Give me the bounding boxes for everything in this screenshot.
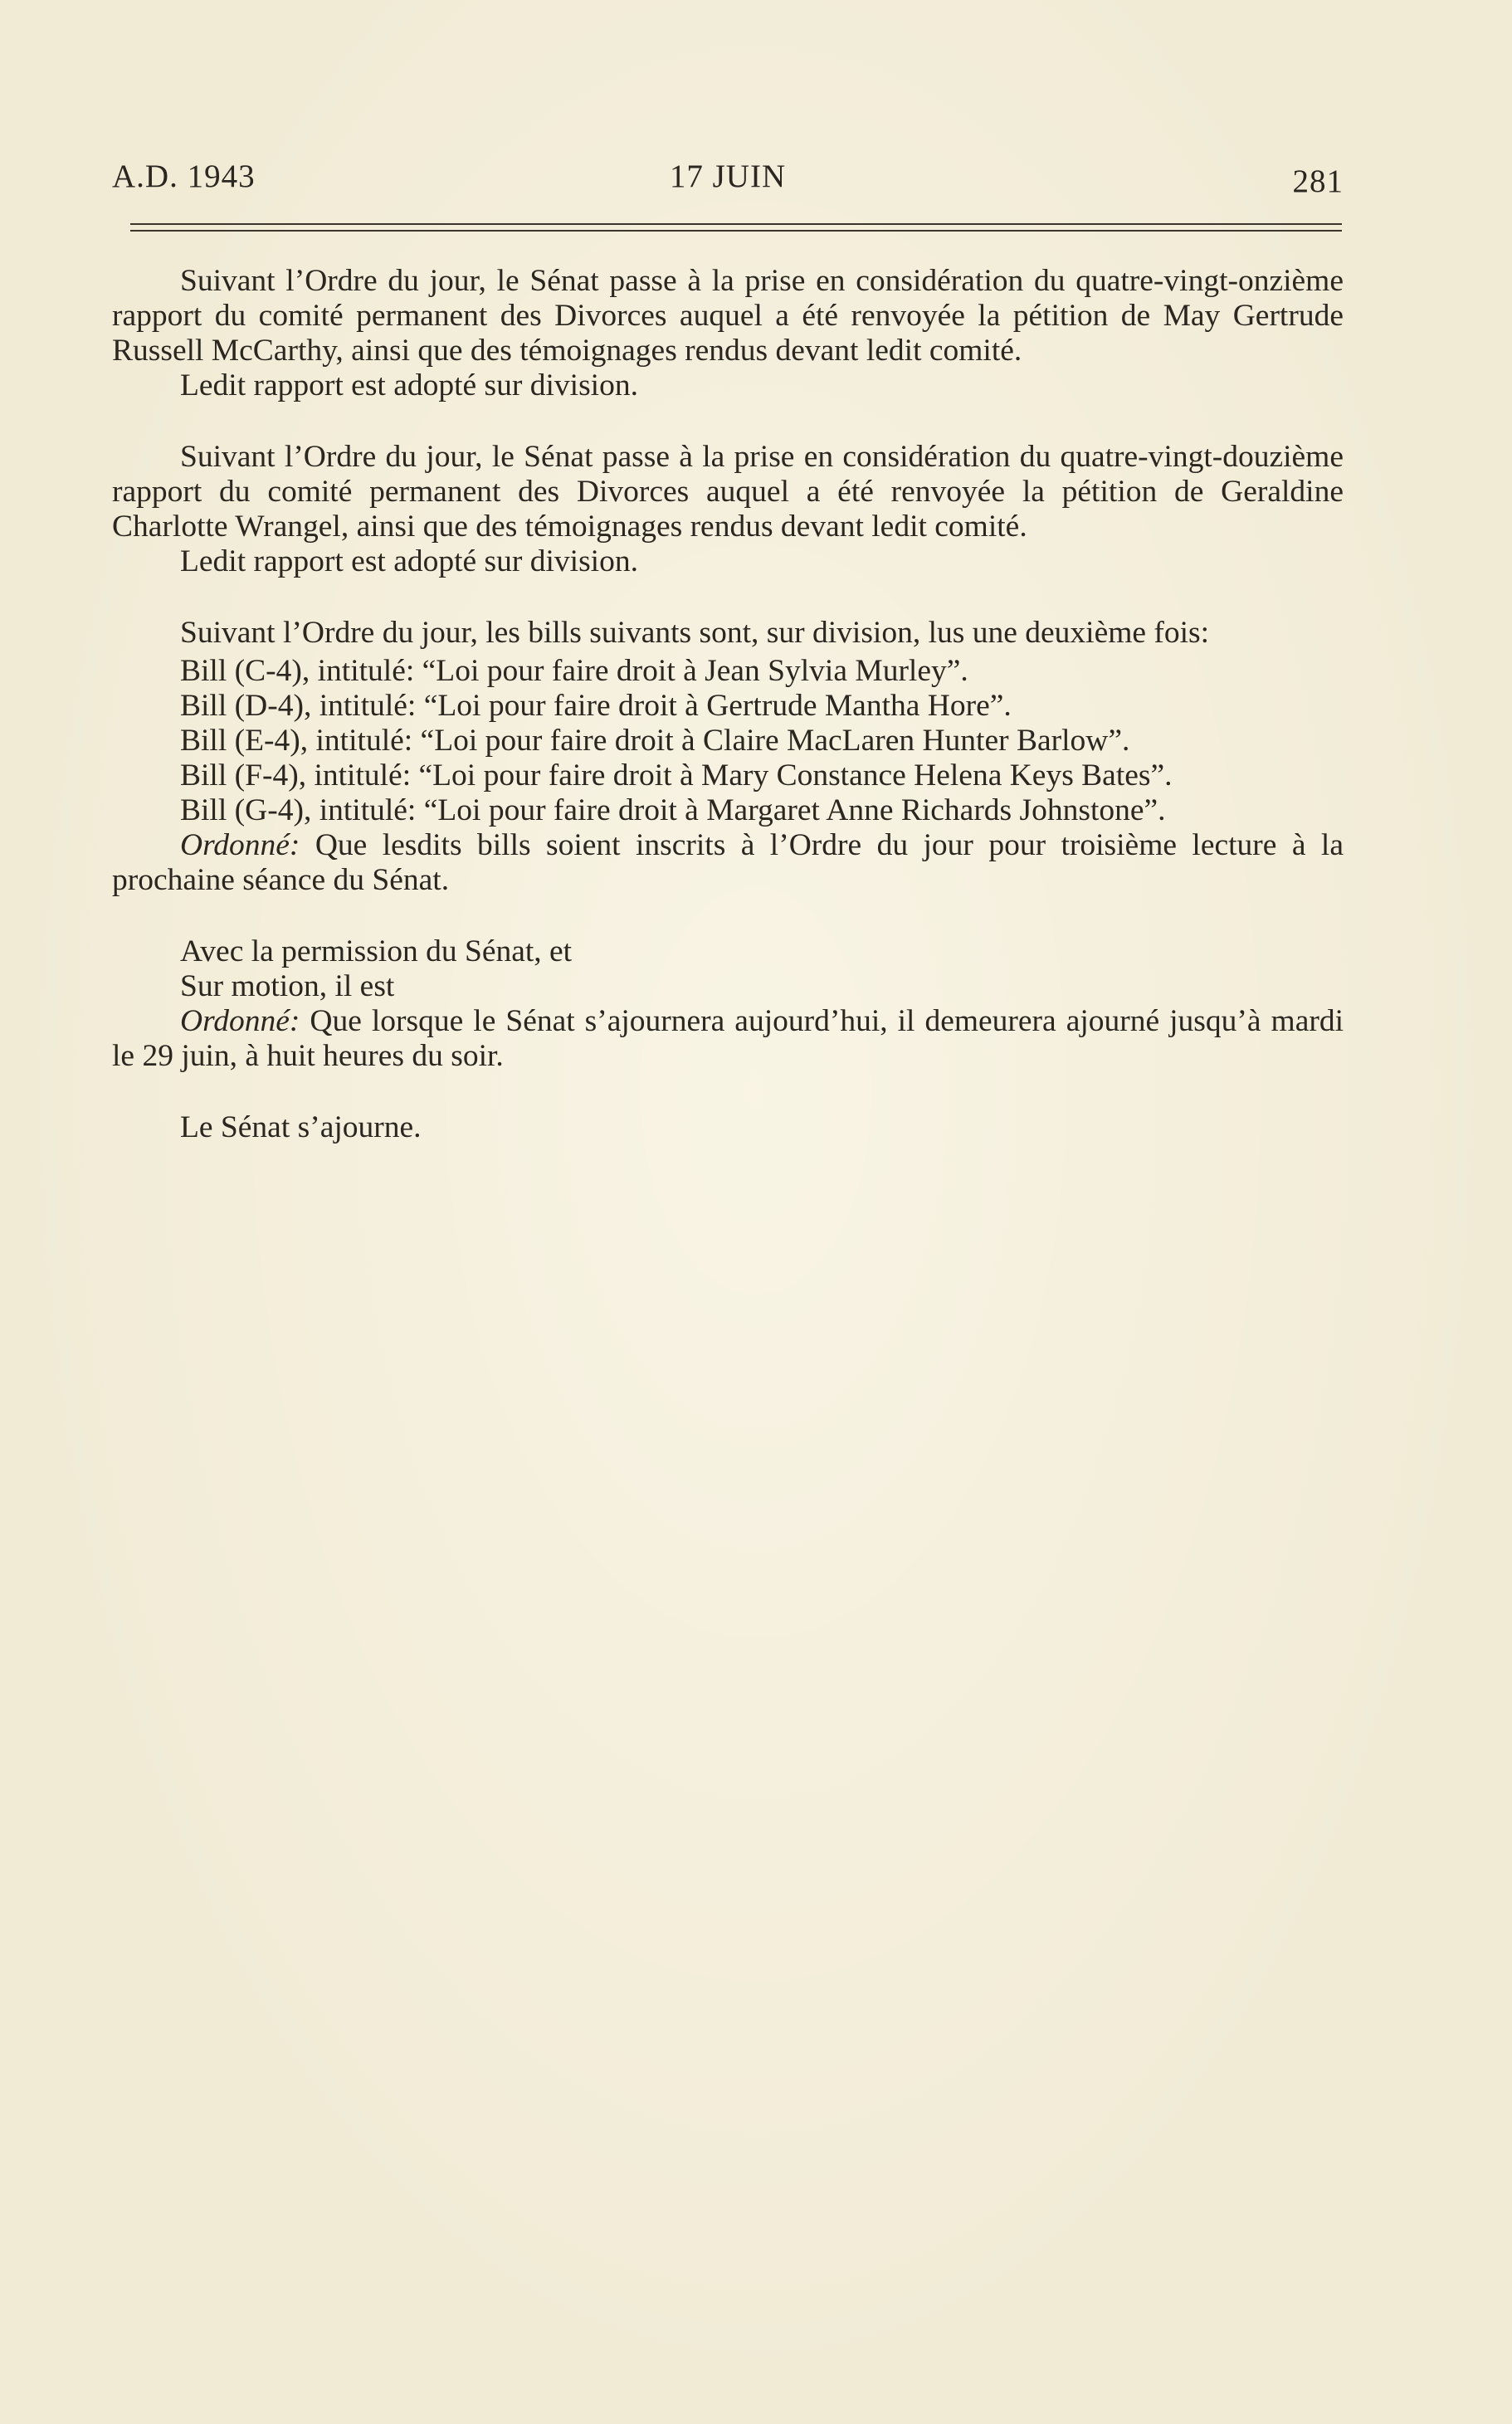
paragraph-report-91: Suivant l’Ordre du jour, le Sénat passe à la prise en considération du quatre-vingt-onzième rapport du comité permanent des Divorces auquel a été renvoyée la pétition de May Gertrude Russell McCarthy, ainsi que des témoignages rendus devant ledit comité. [112, 264, 1344, 368]
page-header [112, 158, 1344, 199]
document-body [112, 264, 1344, 1145]
bill-e-4: Bill (E-4), intitulé: “Loi pour faire droit à Claire MacLaren Hunter Barlow”. [180, 724, 1130, 758]
bill-g-4: Bill (G-4), intitulé: “Loi pour faire droit à Margaret Anne Richards Johnstone”. [180, 793, 1166, 827]
motion-line: Sur motion, il est [180, 969, 395, 1003]
permission-line: Avec la permission du Sénat, et [180, 934, 573, 968]
bill-f-4: Bill (F-4), intitulé: “Loi pour faire droit à Mary Constance Helena Keys Bates”. [180, 758, 1173, 793]
adoption-line-2: Ledit rapport est adopté sur division. [180, 544, 638, 578]
header-year: A.D. 1943 [112, 159, 256, 194]
order-third-reading [112, 828, 1344, 898]
header-rule-bottom [130, 230, 1342, 232]
bill-d-4: Bill (D-4), intitulé: “Loi pour faire droit à Gertrude Mantha Hore”. [180, 689, 1012, 723]
adoption-line-1: Ledit rapport est adopté sur division. [180, 368, 638, 402]
ordonne-text: Que lorsque le Sénat s’ajournera aujourd’hui, il demeurera ajourné jusqu’à mardi le 29 juin, à huit heures du soir. [112, 1004, 1344, 1073]
header-rule-top [130, 223, 1342, 225]
paragraph-report-92: Suivant l’Ordre du jour, le Sénat passe à la prise en considération du quatre-vingt-douzième rapport du comité permanent des Divorces auquel a été renvoyée la pétition de Geraldine Charlotte Wrangel, ainsi que des témoignages rendus devant ledit comité. [112, 440, 1344, 544]
paragraph-second-reading: Suivant l’Ordre du jour, les bills suivants sont, sur division, lus une deuxième fois: [180, 616, 1210, 650]
ordonne-label: Ordonné: [180, 1004, 300, 1038]
page-number: 281 [1292, 163, 1344, 199]
ordonne-text: Que lesdits bills soient inscrits à l’Ordre du jour pour troisième lecture à la prochaine séance du Sénat. [112, 828, 1344, 897]
closing-line: Le Sénat s’ajourne. [180, 1110, 422, 1144]
order-adjournment [112, 1004, 1344, 1074]
bill-c-4: Bill (C-4), intitulé: “Loi pour faire droit à Jean Sylvia Murley”. [180, 654, 968, 688]
header-date: 17 JUIN [669, 159, 787, 194]
ordonne-label: Ordonné: [180, 828, 300, 862]
